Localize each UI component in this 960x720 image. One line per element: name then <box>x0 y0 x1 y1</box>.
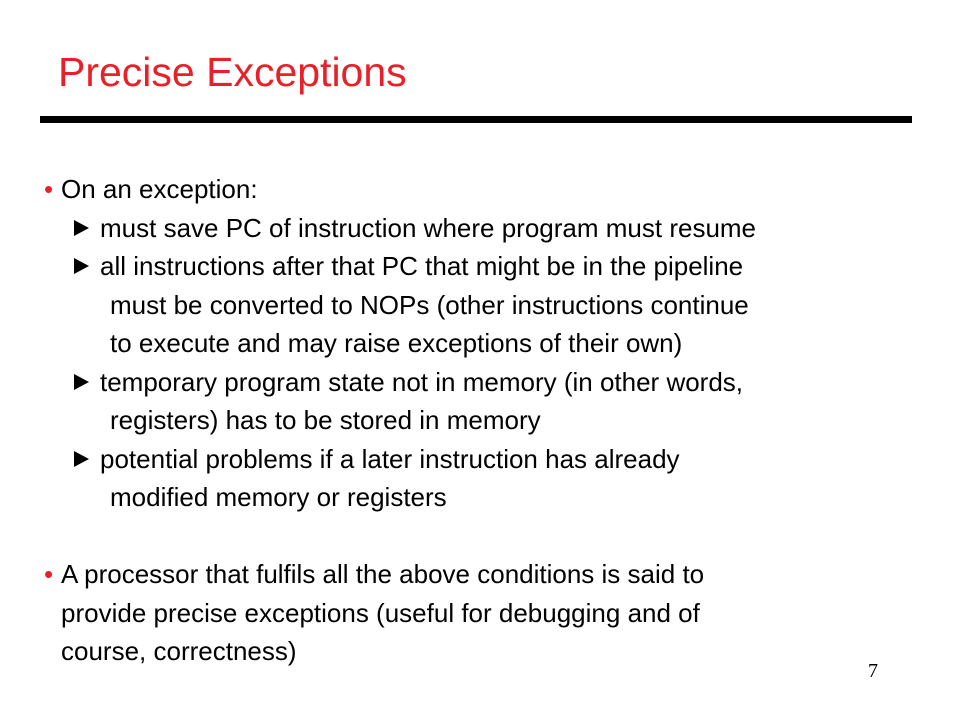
sub-bullet-item <box>74 363 944 440</box>
arrowhead-icon <box>74 451 89 467</box>
bullet-marker: • <box>44 559 54 589</box>
sub-bullet-list <box>74 209 944 517</box>
sub-bullet-item <box>74 247 944 363</box>
arrowhead-icon <box>74 220 89 236</box>
bullet-marker: • <box>44 174 54 204</box>
bullet-item <box>44 170 944 209</box>
sub-bullet-line: must save PC of instruction where program must resume <box>100 212 757 243</box>
slide-title: Precise Exceptions <box>58 49 407 95</box>
page-number: 7 <box>868 660 878 682</box>
bullet-text: On an exception: <box>61 174 258 204</box>
sub-bullet-line: to execute and may raise exceptions of their own) <box>110 328 683 358</box>
sub-bullet-line: must be converted to NOPs (other instructions continue <box>110 289 749 320</box>
arrowhead-icon <box>74 374 89 390</box>
paragraph-gap <box>44 517 944 556</box>
bullet-line: course, correctness) <box>61 636 297 666</box>
bullet-item <box>44 555 944 671</box>
slide-body <box>44 170 944 671</box>
sub-bullet-line: temporary program state not in memory (in other words, <box>100 366 744 397</box>
sub-bullet-line: all instructions after that PC that might be in the pipeline <box>100 251 744 281</box>
sub-bullet-item <box>74 209 944 248</box>
title-divider <box>40 116 912 123</box>
bullet-line: provide precise exceptions (useful for debugging and of <box>61 597 700 628</box>
arrowhead-icon <box>74 258 89 274</box>
bullet-line: A processor that fulfils all the above conditions is said to <box>61 559 705 589</box>
sub-bullet-line: registers) has to be stored in memory <box>110 405 541 435</box>
sub-bullet-item <box>74 440 944 517</box>
sub-bullet-line: potential problems if a later instruction has already <box>100 443 680 474</box>
sub-bullet-line: modified memory or registers <box>110 482 447 512</box>
